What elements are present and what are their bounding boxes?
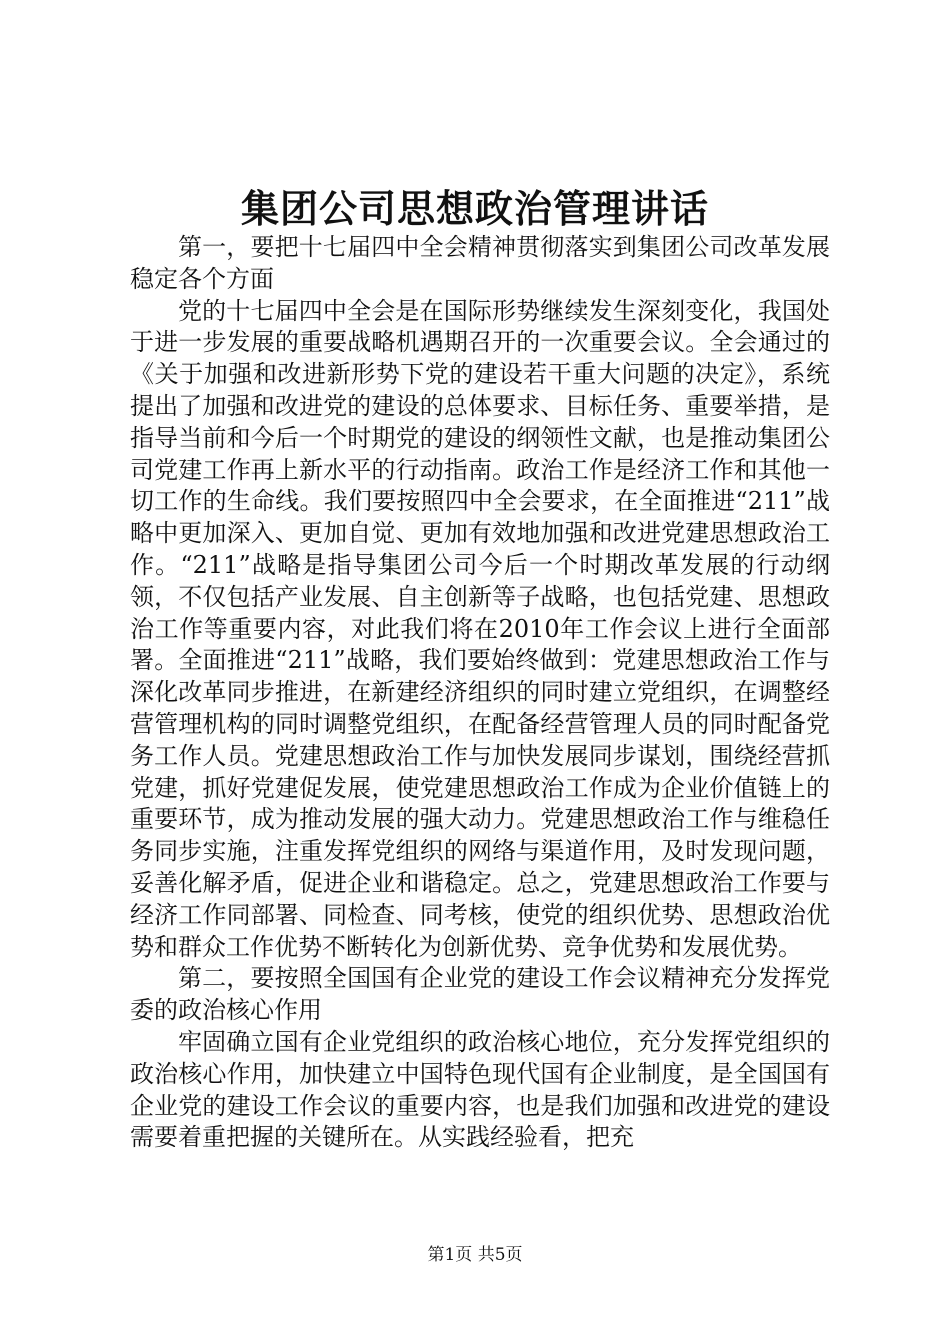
body-paragraph-1: 党的十七届四中全会是在国际形势继续发生深刻变化，我国处于进一步发展的重要战略机遇期召开的一次重要会议。全会通过的《关于加强和改进新形势下党的建设若干重大问题的决定》，系统提出了加强和改进党的建设的总体要求、目标任务、重要举措，是指导当前和今后一个时期党的建设的纲领性文献，也是推动集团公司党建工作再上新水平的行动指南。政治工作是经济工作和其他一切工作的生命线。我们要按照四中全会要求，在全面推进“211”战略中更加深入、更加自觉、更加有效地加强和改进党建思想政治工作。“211”战略是指导集团公司今后一个时期改革发展的行动纲领，不仅包括产业发展、自主创新等子战略，也包括党建、思想政治工作等重要内容，对此我们将在2010年工作会议上进行全面部署。全面推进“211”战略，我们要始终做到：党建思想政治工作与深化改革同步推进，在新建经济组织的同时建立党组织，在调整经营管理机构的同时调整党组织，在配备经营管理人员的同时配备党务工作人员。党建思想政治工作与加快发展同步谋划，围绕经营抓党建，抓好党建促发展，使党建思想政治工作成为企业价值链上的重要环节，成为推动发展的强大动力。党建思想政治工作与维稳任务同步实施，注重发挥党组织的网络与渠道作用，及时发现问题，妥善化解矛盾，促进企业和谐稳定。总之，党建思想政治工作要与经济工作同部署、同检查、同考核，使党的组织优势、思想政治优势和群众工作优势不断转化为创新优势、竞争优势和发展优势。 (130, 296, 830, 961)
document-title: 集团公司思想政治管理讲话 (240, 186, 709, 231)
body-paragraph-2: 牢固确立国有企业党组织的政治核心地位，充分发挥党组织的政治核心作用，加快建立中国特色现代国有企业制度，是全国国有企业党的建设工作会议的重要内容，也是我们加强和改进党的建设需要着重把握的关键所在。从实践经验看，把充 (130, 1027, 830, 1152)
page-footer: 第1页 共5页 (427, 1245, 523, 1265)
section-heading-2: 第二，要按照全国国有企业党的建设工作会议精神充分发挥党委的政治核心作用 (130, 964, 830, 1025)
document-body (130, 232, 830, 1154)
section-heading-1: 第一，要把十七届四中全会精神贯彻落实到集团公司改革发展稳定各个方面 (130, 233, 830, 293)
